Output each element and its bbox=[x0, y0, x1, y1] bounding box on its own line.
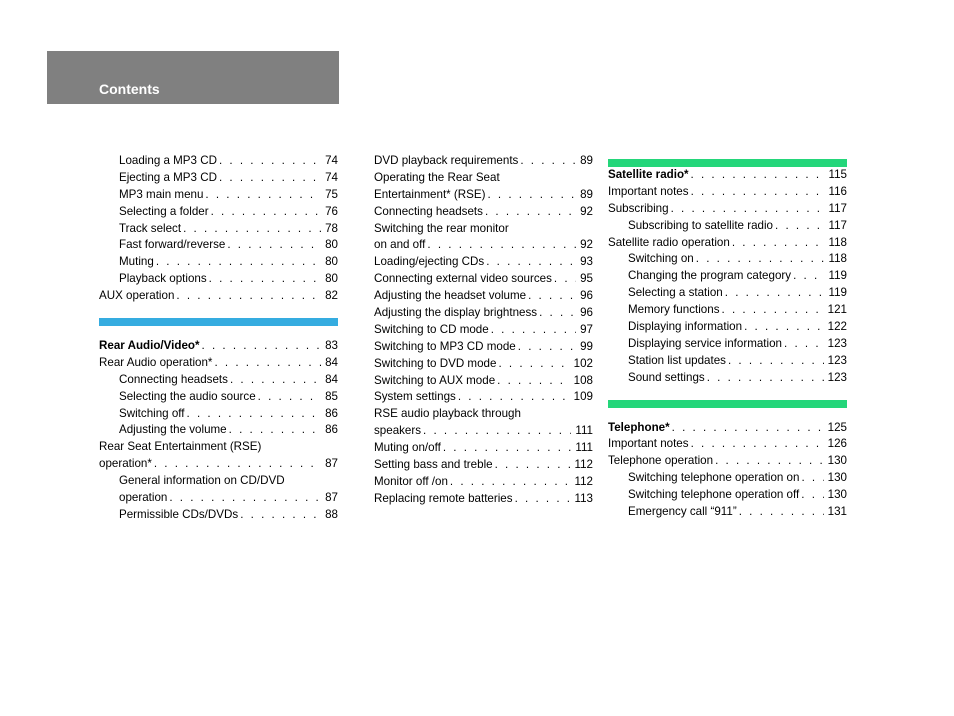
toc-entry-title: Muting on/off bbox=[374, 441, 441, 455]
toc-column-2 bbox=[374, 153, 593, 508]
toc-entry[interactable] bbox=[608, 370, 847, 387]
toc-entry[interactable] bbox=[608, 336, 847, 353]
toc-entry[interactable] bbox=[374, 187, 593, 204]
toc-page-number: 126 bbox=[827, 437, 847, 451]
toc-page-number: 109 bbox=[573, 390, 593, 404]
toc-entry-title-line[interactable]: Switching the rear monitor bbox=[374, 221, 509, 235]
toc-page-number: 123 bbox=[827, 353, 847, 367]
toc-entry-title: Subscribing to satellite radio bbox=[628, 218, 774, 232]
toc-entry-title: Connecting external video sources bbox=[374, 272, 552, 286]
toc-entry-title: Connecting headsets bbox=[374, 204, 483, 218]
toc-page-number: 87 bbox=[325, 491, 338, 505]
toc-entry[interactable] bbox=[608, 251, 847, 268]
toc-entry-title-line[interactable]: General information on CD/DVD bbox=[119, 474, 285, 488]
spacer bbox=[99, 305, 338, 318]
toc-entry[interactable] bbox=[374, 254, 593, 271]
toc-page-number: 119 bbox=[828, 269, 847, 283]
toc-page-number: 84 bbox=[325, 372, 338, 386]
toc-page-number: 108 bbox=[573, 373, 593, 387]
toc-entry-title: AUX operation bbox=[99, 289, 175, 303]
toc-page-number: 83 bbox=[325, 339, 338, 353]
toc-page-number: 92 bbox=[580, 238, 593, 252]
toc-entry[interactable] bbox=[374, 423, 593, 440]
toc-section-heading[interactable] bbox=[608, 420, 847, 437]
toc-leader bbox=[495, 457, 571, 474]
toc-entry-title: Setting bass and treble bbox=[374, 458, 493, 472]
toc-entry[interactable] bbox=[608, 268, 847, 285]
toc-page-number: 97 bbox=[580, 322, 593, 336]
toc-page-number: 113 bbox=[574, 491, 593, 505]
toc-entry[interactable] bbox=[608, 184, 847, 201]
toc-page-number: 119 bbox=[828, 286, 847, 300]
toc-leader bbox=[744, 319, 824, 336]
toc-column-3 bbox=[608, 153, 847, 521]
toc-column-1 bbox=[99, 153, 338, 524]
spacer bbox=[608, 387, 847, 400]
toc-page-number: 112 bbox=[574, 474, 593, 488]
toc-page-number: 118 bbox=[828, 235, 847, 249]
toc-leader bbox=[214, 355, 321, 372]
toc-entry[interactable] bbox=[608, 436, 847, 453]
toc-page-number: 115 bbox=[828, 168, 847, 181]
toc-entry[interactable] bbox=[608, 285, 847, 302]
toc-entry-title: Rear Audio operation* bbox=[99, 355, 213, 369]
toc-entry[interactable] bbox=[374, 373, 593, 390]
toc-page-number: 125 bbox=[827, 420, 847, 434]
toc-entry[interactable] bbox=[99, 490, 338, 507]
toc-page-number: 96 bbox=[580, 289, 593, 303]
toc-page-number: 74 bbox=[325, 170, 338, 184]
toc-leader bbox=[230, 372, 321, 389]
toc-entry[interactable] bbox=[99, 288, 338, 305]
toc-section-heading[interactable] bbox=[608, 167, 847, 184]
section-color-bar bbox=[608, 400, 847, 408]
toc-entry[interactable] bbox=[374, 457, 593, 474]
toc-leader bbox=[672, 420, 824, 437]
toc-leader bbox=[169, 490, 321, 507]
toc-page-number: 75 bbox=[325, 187, 338, 201]
toc-entry[interactable] bbox=[608, 319, 847, 336]
toc-entry-title: Playback options bbox=[119, 272, 207, 286]
toc-entry-title: Adjusting the display brightness bbox=[374, 306, 538, 320]
toc-entry-title: Connecting headsets bbox=[119, 372, 228, 386]
toc-page-number: 130 bbox=[827, 471, 847, 485]
toc-entry[interactable] bbox=[99, 170, 338, 187]
toc-entry-title: Permissible CDs/DVDs bbox=[119, 507, 239, 521]
toc-leader bbox=[205, 187, 321, 204]
toc-page-number: 89 bbox=[580, 154, 593, 167]
toc-entry-title: Switching telephone operation on bbox=[628, 471, 800, 485]
toc-entry-title: Monitor off /on bbox=[374, 474, 448, 488]
toc-entry-title: speakers bbox=[374, 424, 422, 438]
toc-entry-title: on and off bbox=[374, 238, 426, 252]
toc-leader bbox=[520, 153, 576, 170]
toc-entry-title: Switching to AUX mode bbox=[374, 373, 496, 387]
toc-page-number: 82 bbox=[325, 289, 338, 303]
toc-entry-title: Switching off bbox=[119, 406, 185, 420]
toc-leader bbox=[793, 268, 824, 285]
toc-entry[interactable] bbox=[374, 237, 593, 254]
toc-page-number: 76 bbox=[325, 204, 338, 218]
toc-leader bbox=[443, 440, 572, 457]
toc-leader bbox=[528, 288, 576, 305]
toc-entry-title: System settings bbox=[374, 390, 456, 404]
toc-leader bbox=[801, 487, 823, 504]
page-title: Contents bbox=[99, 81, 160, 97]
toc-entry-title: Switching on bbox=[628, 252, 694, 266]
toc-leader bbox=[458, 389, 570, 406]
toc-entry[interactable] bbox=[99, 271, 338, 288]
toc-entry[interactable] bbox=[608, 302, 847, 319]
toc-entry[interactable] bbox=[99, 372, 338, 389]
toc-page-number: 86 bbox=[325, 423, 338, 437]
toc-entry[interactable] bbox=[608, 201, 847, 218]
toc-leader bbox=[691, 167, 825, 184]
toc-entry-title: Adjusting the headset volume bbox=[374, 289, 527, 303]
toc-entry[interactable] bbox=[99, 204, 338, 221]
toc-entry-title: Satellite radio operation bbox=[608, 235, 730, 249]
toc-entry-title: Switching to MP3 CD mode bbox=[374, 339, 516, 353]
toc-leader bbox=[187, 406, 322, 423]
section-color-bar bbox=[608, 159, 847, 167]
toc-leader bbox=[211, 204, 322, 221]
toc-page-number: 102 bbox=[573, 356, 593, 370]
toc-entry-title-line[interactable]: RSE audio playback through bbox=[374, 407, 521, 421]
toc-entry-title: Switching to CD mode bbox=[374, 322, 489, 336]
toc-entry[interactable] bbox=[374, 271, 593, 288]
toc-leader bbox=[518, 339, 576, 356]
toc-entry-title: Track select bbox=[119, 221, 182, 235]
toc-entry-title: Displaying service information bbox=[628, 336, 783, 350]
toc-leader bbox=[156, 254, 321, 271]
toc-entry-title: Adjusting the volume bbox=[119, 423, 227, 437]
toc-page-number: 74 bbox=[325, 154, 338, 167]
toc-leader bbox=[515, 491, 571, 508]
toc-page-number: 130 bbox=[827, 488, 847, 502]
toc-page-number: 85 bbox=[325, 389, 338, 403]
toc-page-number: 96 bbox=[580, 306, 593, 320]
toc-page-number: 116 bbox=[828, 184, 847, 198]
toc-leader bbox=[229, 422, 321, 439]
toc-page-number: 95 bbox=[580, 272, 593, 286]
toc-leader bbox=[227, 237, 321, 254]
toc-entry-title: Switching telephone operation off bbox=[628, 488, 800, 502]
toc-entry-title: Ejecting a MP3 CD bbox=[119, 170, 217, 184]
toc-page-number: 80 bbox=[325, 272, 338, 286]
toc-page-number: 78 bbox=[325, 221, 338, 235]
toc-entry[interactable] bbox=[99, 389, 338, 406]
toc-leader bbox=[487, 187, 576, 204]
toc-page-number: 117 bbox=[828, 201, 847, 215]
toc-entry-title: Selecting a station bbox=[628, 286, 723, 300]
toc-page-number: 131 bbox=[827, 505, 847, 519]
toc-entry[interactable] bbox=[608, 470, 847, 487]
toc-leader bbox=[728, 353, 824, 370]
toc-page-number: 92 bbox=[580, 204, 593, 218]
toc-entry-title: Emergency call “911” bbox=[628, 505, 737, 519]
toc-page-number: 118 bbox=[828, 252, 847, 266]
toc-entry-title: operation* bbox=[99, 457, 152, 471]
toc-page-number: 87 bbox=[325, 457, 338, 471]
toc-section-heading[interactable] bbox=[99, 338, 338, 355]
toc-leader bbox=[715, 453, 824, 470]
toc-page-number: 117 bbox=[828, 218, 847, 232]
toc-leader bbox=[722, 302, 824, 319]
toc-leader bbox=[691, 436, 824, 453]
toc-entry-title: Subscribing bbox=[608, 201, 669, 215]
header-bar bbox=[47, 51, 339, 104]
toc-leader bbox=[696, 251, 825, 268]
toc-entry-title: Switching to DVD mode bbox=[374, 356, 497, 370]
toc-entry-title: MP3 main menu bbox=[119, 187, 204, 201]
toc-leader bbox=[183, 221, 321, 238]
toc-entry[interactable] bbox=[99, 237, 338, 254]
toc-entry[interactable] bbox=[99, 187, 338, 204]
toc-entry[interactable] bbox=[608, 453, 847, 470]
toc-entry[interactable] bbox=[374, 474, 593, 491]
toc-leader bbox=[486, 254, 576, 271]
toc-entry-title: Station list updates bbox=[628, 353, 726, 367]
toc-page-number: 111 bbox=[575, 441, 593, 455]
toc-entry[interactable] bbox=[608, 218, 847, 235]
toc-page-number: 111 bbox=[575, 424, 593, 438]
toc-entry[interactable] bbox=[99, 355, 338, 372]
section-color-bar bbox=[99, 318, 338, 326]
toc-leader bbox=[739, 504, 824, 521]
toc-entry[interactable] bbox=[608, 504, 847, 521]
toc-page-number: 99 bbox=[580, 339, 593, 353]
toc-page-number: 80 bbox=[325, 255, 338, 269]
toc-entry[interactable] bbox=[99, 456, 338, 473]
toc-entry[interactable] bbox=[374, 288, 593, 305]
toc-entry[interactable] bbox=[374, 356, 593, 373]
toc-entry-title: Replacing remote batteries bbox=[374, 491, 513, 505]
toc-page-number: 86 bbox=[325, 406, 338, 420]
toc-leader bbox=[154, 456, 321, 473]
toc-entry-title: Important notes bbox=[608, 184, 689, 198]
toc-entry-title: Telephone* bbox=[608, 420, 670, 434]
toc-leader bbox=[450, 474, 571, 491]
toc-leader bbox=[176, 288, 321, 305]
toc-entry[interactable] bbox=[374, 339, 593, 356]
toc-page-number: 93 bbox=[580, 255, 593, 269]
toc-leader bbox=[784, 336, 824, 353]
toc-leader bbox=[202, 338, 322, 355]
toc-entry[interactable] bbox=[99, 507, 338, 524]
toc-entry-title: Fast forward/reverse bbox=[119, 238, 226, 252]
toc-page-number: 121 bbox=[827, 303, 847, 317]
toc-entry[interactable] bbox=[608, 487, 847, 504]
toc-entry-title: DVD playback requirements bbox=[374, 154, 519, 167]
toc-leader bbox=[498, 356, 569, 373]
toc-entry[interactable] bbox=[374, 491, 593, 508]
toc-leader bbox=[554, 271, 576, 288]
toc-leader bbox=[725, 285, 825, 302]
toc-entry-title: Loading a MP3 CD bbox=[119, 154, 217, 167]
toc-entry[interactable] bbox=[374, 153, 593, 170]
toc-leader bbox=[732, 235, 825, 252]
toc-leader bbox=[427, 237, 576, 254]
toc-leader bbox=[423, 423, 571, 440]
toc-entry[interactable] bbox=[374, 322, 593, 339]
toc-entry[interactable] bbox=[99, 153, 338, 170]
toc-page-number: 112 bbox=[574, 458, 593, 472]
toc-leader bbox=[775, 218, 825, 235]
spacer bbox=[99, 326, 338, 338]
toc-leader bbox=[801, 470, 823, 487]
toc-entry[interactable] bbox=[99, 406, 338, 423]
toc-leader bbox=[240, 507, 321, 524]
toc-entry-title: Rear Audio/Video* bbox=[99, 339, 200, 353]
toc-page-number: 89 bbox=[580, 187, 593, 201]
toc-leader bbox=[209, 271, 321, 288]
toc-page-number: 123 bbox=[827, 336, 847, 350]
toc-entry[interactable] bbox=[99, 221, 338, 238]
toc-leader bbox=[485, 204, 576, 221]
toc-entry-title: Entertainment* (RSE) bbox=[374, 187, 486, 201]
toc-leader bbox=[707, 370, 824, 387]
toc-entry[interactable] bbox=[608, 353, 847, 370]
toc-entry[interactable] bbox=[374, 440, 593, 457]
toc-entry-title-line[interactable]: Operating the Rear Seat bbox=[374, 170, 500, 184]
toc-leader bbox=[491, 322, 576, 339]
toc-page-number: 88 bbox=[325, 507, 338, 521]
toc-page-number: 130 bbox=[827, 454, 847, 468]
toc-page-number: 80 bbox=[325, 238, 338, 252]
spacer bbox=[608, 408, 847, 420]
toc-entry-title: Loading/ejecting CDs bbox=[374, 255, 485, 269]
toc-leader bbox=[497, 373, 570, 390]
toc-entry-title: Memory functions bbox=[628, 303, 720, 317]
toc-entry-title: operation bbox=[119, 491, 168, 505]
toc-page-number: 122 bbox=[827, 320, 847, 334]
toc-entry-title: Muting bbox=[119, 255, 154, 269]
toc-entry-title: Selecting a folder bbox=[119, 204, 209, 218]
toc-entry-title: Displaying information bbox=[628, 320, 743, 334]
toc-page-number: 84 bbox=[325, 355, 338, 369]
toc-leader bbox=[539, 305, 576, 322]
toc-leader bbox=[691, 184, 825, 201]
toc-entry-title: Telephone operation bbox=[608, 454, 714, 468]
toc-leader bbox=[219, 170, 321, 187]
toc-entry-title: Changing the program category bbox=[628, 269, 792, 283]
toc-leader bbox=[219, 153, 321, 170]
toc-entry[interactable] bbox=[374, 204, 593, 221]
toc-entry[interactable] bbox=[608, 235, 847, 252]
toc-entry-title-line[interactable]: Rear Seat Entertainment (RSE) bbox=[99, 440, 262, 454]
toc-leader bbox=[671, 201, 825, 218]
toc-entry[interactable] bbox=[374, 389, 593, 406]
toc-entry-title: Selecting the audio source bbox=[119, 389, 256, 403]
toc-entry-title: Important notes bbox=[608, 437, 689, 451]
toc-entry-title: Satellite radio* bbox=[608, 168, 689, 181]
toc-entry[interactable] bbox=[99, 422, 338, 439]
toc-entry[interactable] bbox=[374, 305, 593, 322]
toc-page-number: 123 bbox=[827, 370, 847, 384]
toc-entry[interactable] bbox=[99, 254, 338, 271]
toc-leader bbox=[258, 389, 321, 406]
toc-entry-title: Sound settings bbox=[628, 370, 705, 384]
